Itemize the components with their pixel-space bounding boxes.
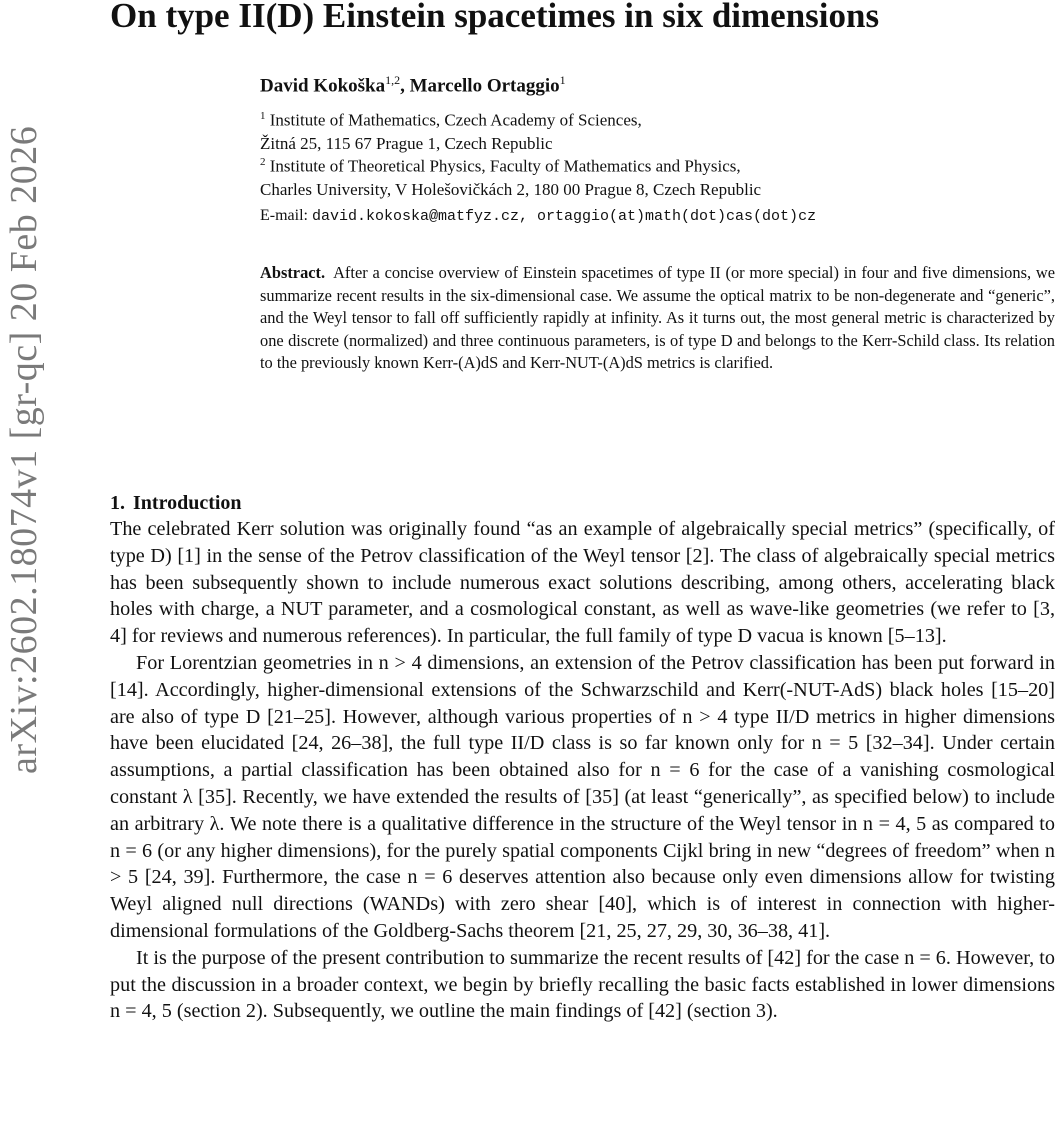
author-name: David Kokoška (260, 75, 386, 97)
email-addresses: david.kokoska@matfyz.cz, ortaggio(at)math(dot)cas(dot)cz (311, 208, 817, 225)
email-label: E-mail: (260, 207, 312, 224)
abstract-text: After a concise overview of Einstein spacetimes of type II (or more special) in four and five dimensions, we summarize recent results in the six-dimensional case. We assume the optical matrix to be non-degenerate and “generic”, and the Weyl tensor to fall off sufficiently rapidly at infinity. As it turns out, the most general metric is characterized by one discrete (normalized) and three continuous parameters, is of type D and belongs to the Kerr-Schild class. Its relation to the previously known Kerr-(A)dS and Kerr-NUT-(A)dS metrics is clarified. (260, 263, 1055, 372)
paper-title: On type II(D) Einstein spacetimes in six dimensions (110, 0, 880, 35)
paragraph: It is the purpose of the present contribution to summarize the recent results of [42] for the case n = 6. However, to put the discussion in a broader context, we begin by briefly recalling the basic facts established in lower dimensions n = 4, 5 (section 2). Subsequently, we outline the main findings of [42] (section 3). (110, 946, 1055, 1023)
author-affiliation-marker: 1 (559, 73, 566, 87)
affiliation-1 (260, 105, 1040, 155)
abstract (260, 262, 1055, 375)
paragraph: The celebrated Kerr solution was originally found “as an example of algebraically special metrics” (specifically, of type D) [1] in the sense of the Petrov classification of the Weyl tensor [2]. The class of algebraically special metrics has been subsequently shown to include numerous exact solutions describing, among others, accelerating black holes with charge, a NUT parameter, and a cosmological constant, as well as wave-like geometries (we refer to [3, 4] for reviews and numerous references). In particular, the full family of type D vacua is known [5–13]. (110, 518, 1055, 648)
section-body (110, 516, 1055, 1025)
author-separator: , (400, 75, 410, 97)
affiliation-line: Charles University, V Holešovičkách 2, 180 00 Prague 8, Czech Republic (260, 179, 762, 199)
arxiv-identifier: arXiv:2602.18074v1 [gr-qc] 20 Feb 2026 (3, 125, 45, 775)
paragraph: For Lorentzian geometries in n > 4 dimensions, an extension of the Petrov classification has been put forward in [14]. Accordingly, higher-dimensional extensions of the Schwarzschild and Kerr(-NUT-AdS) black holes [15–20] are also of type D [21–25]. However, although various properties of n > 4 type II/D metrics in higher dimensions have been elucidated [24, 26–38], the full type II/D class is so far known only for n = 5 [32–34]. Under certain assumptions, a partial classification has been obtained also for n = 6 for the case of a vanishing cosmological constant λ [35]. Recently, we have extended the results of [35] (at least “generically”, as specified below) to include an arbitrary λ. We note there is a qualitative difference in the structure of the Weyl tensor in n = 4, 5 as compared to n = 6 (or any higher dimensions), for the purely spatial components Cijkl bring in new “degrees of freedom” when n > 5 [24, 39]. Furthermore, the case n = 6 deserves attention also because only even dimensions allow for twisting Weyl aligned null directions (WANDs) with zero shear [40], which is of interest in connection with higher-dimensional formulations of the Goldberg-Sachs theorem [21, 25, 27, 29, 30, 36–38, 41]. (110, 651, 1055, 942)
author-affiliation-marker: 1,2 (385, 73, 401, 87)
affiliation-line: Institute of Theoretical Physics, Faculty of Mathematics and Physics, (269, 156, 741, 176)
affiliation-marker: 2 (260, 156, 266, 168)
section-heading (110, 492, 242, 515)
affiliation-line: Institute of Mathematics, Czech Academy of Sciences, (269, 110, 642, 130)
author-list (260, 73, 566, 97)
abstract-label: Abstract. (260, 263, 326, 282)
affiliation-line: Žitná 25, 115 67 Prague 1, Czech Republic (260, 133, 553, 153)
email-line (260, 207, 816, 225)
affiliation-2 (260, 151, 1040, 201)
author-name: Marcello Ortaggio (409, 75, 560, 97)
affiliation-marker: 1 (260, 110, 266, 122)
section-number: 1. (110, 492, 125, 514)
section-title: Introduction (133, 492, 242, 514)
